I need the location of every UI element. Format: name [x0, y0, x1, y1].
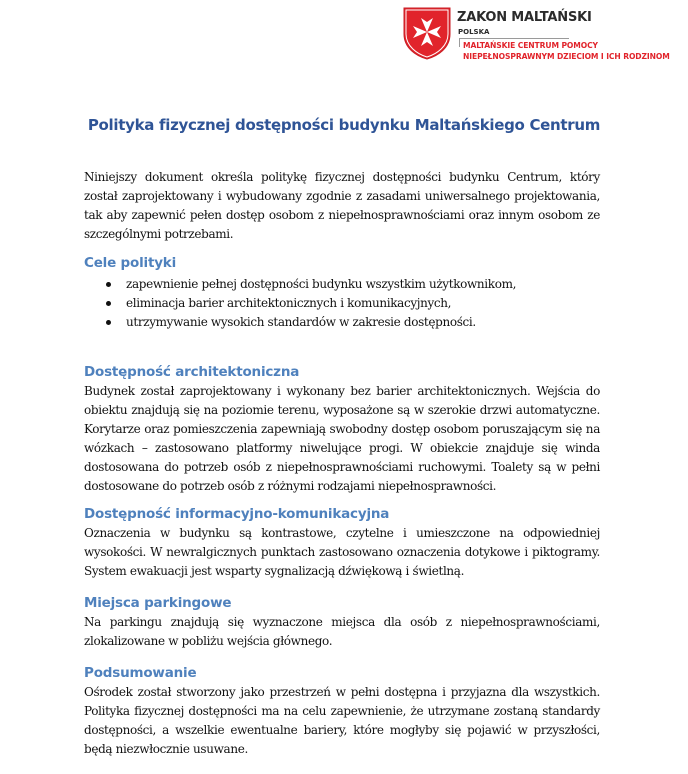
section-heading-summary: Podsumowanie	[84, 665, 197, 681]
bullet-icon	[106, 301, 111, 306]
logo-divider	[459, 38, 569, 39]
logo-subtitle: POLSKA	[458, 28, 490, 36]
section-heading-parking: Miejsca parkingowe	[84, 595, 232, 611]
goals-list	[84, 275, 516, 332]
document-title: Polityka fizycznej dostępności budynku Maltańskiego Centrum	[87, 116, 601, 134]
maltese-cross-shield-icon	[402, 6, 452, 60]
section-heading-goals: Cele polityki	[84, 255, 176, 271]
bullet-icon	[106, 320, 111, 325]
list-item-text: zapewnienie pełnej dostępności budynku wszystkim użytkownikom,	[126, 277, 517, 291]
list-item	[84, 313, 516, 332]
info-communication-paragraph: Oznaczenia w budynku są kontrastowe, czytelne i umieszczone na odpowiedniej wysokości. W newralgicznych punktach zastosowano oznaczenia dotykowe i piktogramy. System ewakuacji jest wsparty sygnalizacją dźwiękową i świetlną.	[84, 526, 600, 578]
logo-tagline-line1: MALTAŃSKIE CENTRUM POMOCY	[463, 41, 598, 50]
section-heading-info-communication: Dostępność informacyjno-komunikacyjna	[84, 506, 390, 522]
summary-paragraph: Ośrodek został stworzony jako przestrzeń w pełni dostępna i przyjazna dla wszystkich. Polityka fizycznej dostępności ma na celu zapewnienie, że utrzymane zostaną standardy dostępności, a wszelkie ewentualne bariery, które mogłyby się pojawić w przyszłości, będą niezwłocznie usuwane.	[84, 685, 600, 756]
list-item	[84, 294, 516, 313]
list-item-text: utrzymywanie wysokich standardów w zakresie dostępności.	[126, 315, 476, 329]
parking-paragraph: Na parkingu znajdują się wyznaczone miejsca dla osób z niepełnosprawnościami, zlokalizowane w pobliżu wejścia głównego.	[84, 615, 600, 648]
architectural-paragraph: Budynek został zaprojektowany i wykonany bez barier architektonicznych. Wejścia do obiektu znajdują się na poziomie terenu, wyposażone są w szerokie drzwi automatyczne. Korytarze oraz pomieszczenia zapewniają swobodny dostęp osobom poruszającym się na wózkach – zastosowano platformy niwelujące progi. W obiekcie znajduje się winda dostosowana do potrzeb osób z niepełnosprawnościami ruchowymi. Toalety są w pełni dostosowane do potrzeb osób z różnymi rodzajami niepełnosprawności.	[84, 384, 600, 493]
section-heading-architectural: Dostępność architektoniczna	[84, 364, 300, 380]
bullet-icon	[106, 282, 111, 287]
list-item-text: eliminacja barier architektonicznych i komunikacyjnych,	[126, 296, 452, 310]
list-item	[84, 275, 516, 294]
logo-tagline-line2: NIEPEŁNOSPRAWNYM DZIECIOM I ICH RODZINOM	[463, 52, 670, 61]
logo-divider-vertical	[459, 38, 460, 47]
intro-paragraph: Niniejszy dokument określa politykę fizycznej dostępności budynku Centrum, który został zaprojektowany i wybudowany zgodnie z zasadami uniwersalnego projektowania, tak aby zapewnić pełen dostęp osobom z niepełnosprawnościami oraz innym osobom ze szczególnymi potrzebami.	[84, 170, 600, 241]
logo-title: ZAKON MALTAŃSKI	[457, 10, 592, 25]
